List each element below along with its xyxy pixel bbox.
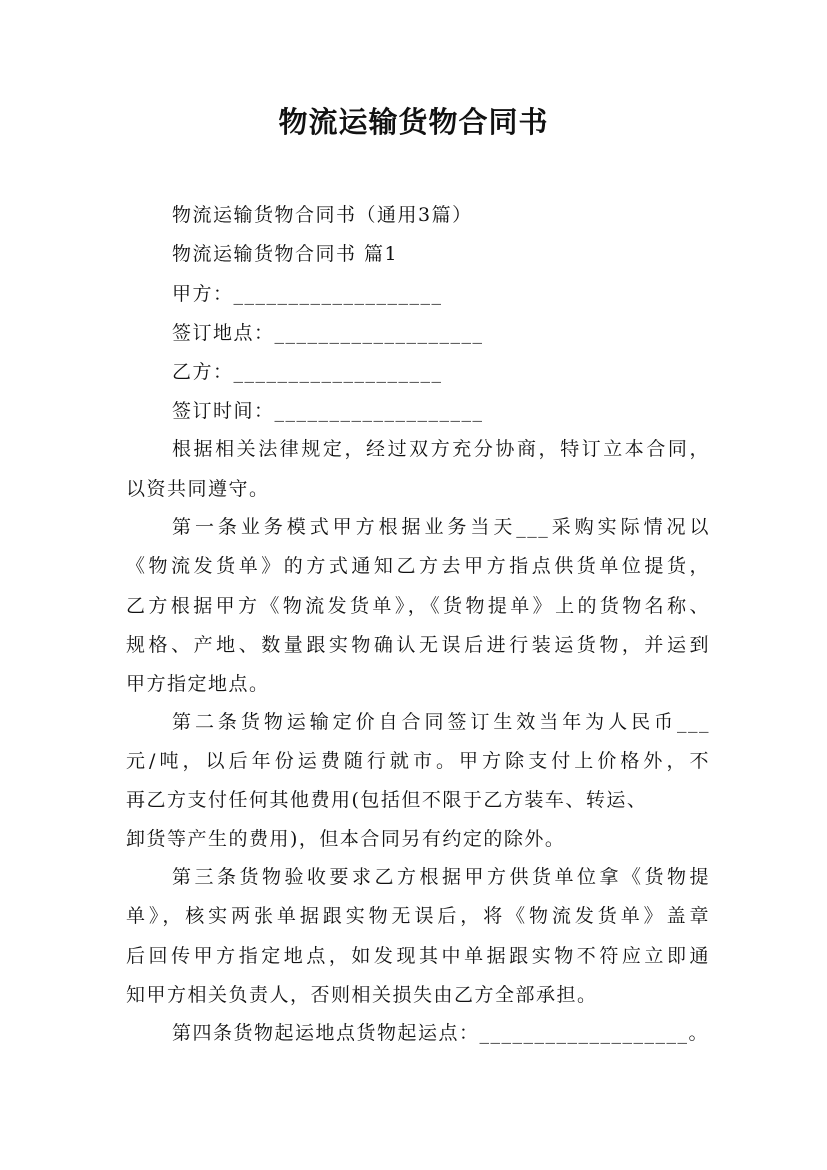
intro-line: 根据相关法律规定，经过双方充分协商，特订立本合同， <box>172 438 710 460</box>
document-title: 物流运输货物合同书 <box>278 105 549 139</box>
article-2-line: 第二条货物运输定价自合同签订生效当年为人民币___ <box>172 711 710 733</box>
article-3-line: 后回传甲方指定地点，如发现其中单据跟实物不符应立即通 <box>126 945 710 967</box>
party-b-line: 乙方：___________________ <box>172 361 443 383</box>
article-3-line: 知甲方相关负责人，否则相关损失由乙方全部承担。 <box>126 984 598 1006</box>
article-2-line: 元/吨，以后年份运费随行就市。甲方除支付上价格外，不 <box>126 750 710 772</box>
article-2-line: 再乙方支付任何其他费用(包括但不限于乙方装车、转运、 <box>126 789 648 811</box>
article-2-line: 卸货等产生的费用)，但本合同另有约定的除外。 <box>126 828 566 850</box>
article-4-line: 第四条货物起运地点货物起运点：___________________。 <box>172 1022 710 1044</box>
article-1-line: 乙方根据甲方《物流发货单》，《货物提单》上的货物名称、 <box>126 595 710 617</box>
section-heading: 物流运输货物合同书 篇1 <box>172 243 399 265</box>
intro-line: 以资共同遵守。 <box>126 478 270 500</box>
party-a-line: 甲方：___________________ <box>172 283 443 305</box>
article-1-line: 《物流发货单》的方式通知乙方去甲方指点供货单位提货， <box>126 555 710 577</box>
article-3-line: 第三条货物验收要求乙方根据甲方供货单位拿《货物提 <box>172 866 710 888</box>
article-1-line: 规格、产地、数量跟实物确认无误后进行装运货物，并运到 <box>126 634 710 656</box>
document-subtitle: 物流运输货物合同书（通用3篇） <box>172 204 473 226</box>
sign-time-line: 签订时间：___________________ <box>172 400 484 422</box>
article-1-line: 甲方指定地点。 <box>126 673 270 695</box>
sign-place-line: 签订地点：___________________ <box>172 322 484 344</box>
article-3-line: 单》，核实两张单据跟实物无误后，将《物流发货单》盖章 <box>126 905 710 927</box>
article-1-line: 第一条业务模式甲方根据业务当天___采购实际情况以 <box>172 516 710 538</box>
